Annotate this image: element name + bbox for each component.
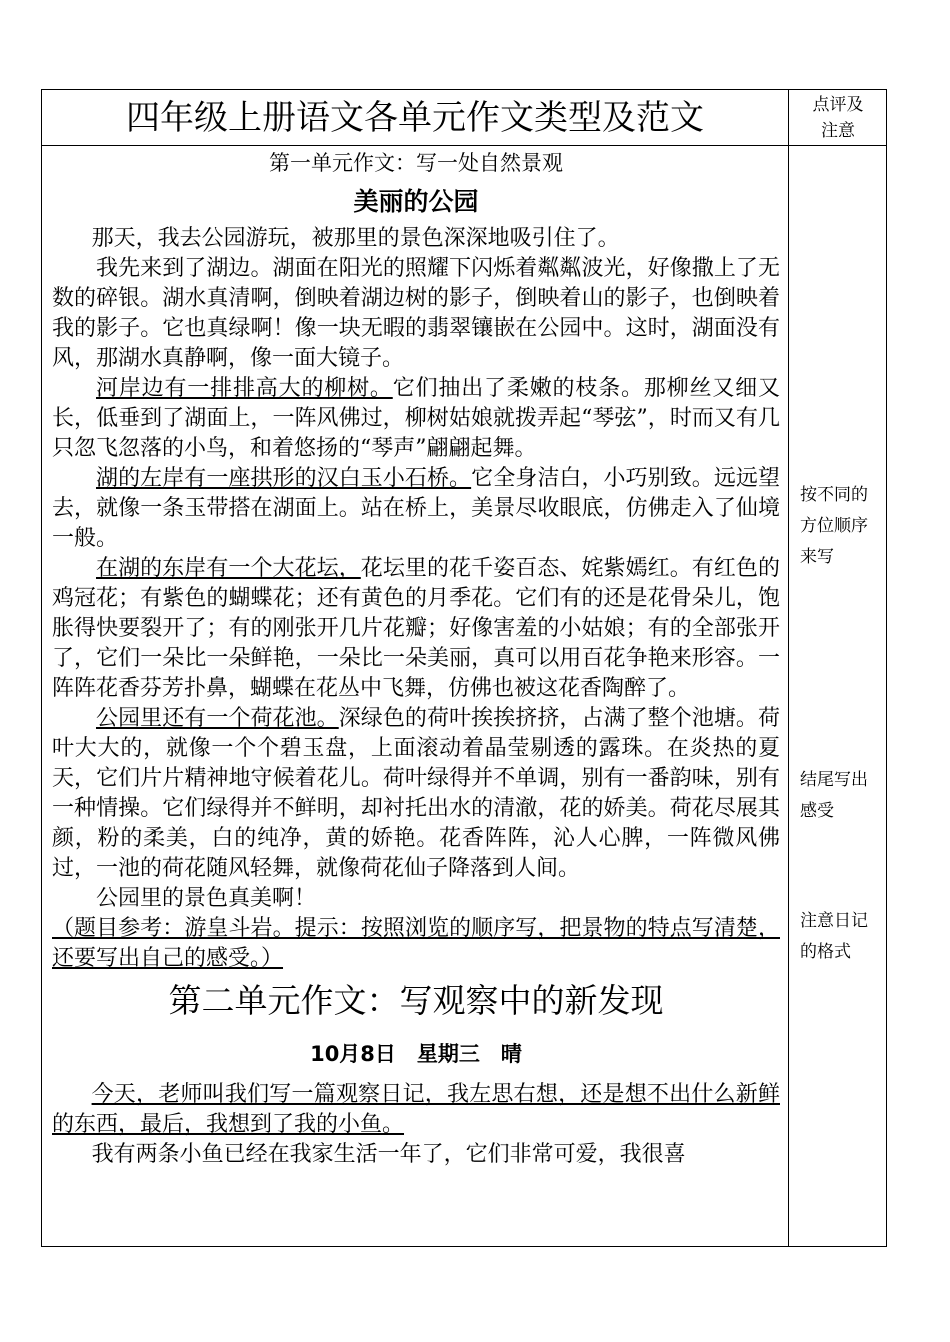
essay1-paragraph-2: 我先来到了湖边。湖面在阳光的照耀下闪烁着粼粼波光，好像撒上了无数的碎银。湖水真清啊，倒映着湖边树的影子，倒映着山的影子，也倒映着我的影子。它也真绿啊！像一块无暇的翡翠镶嵌在公园中。这时，湖面没有风，那湖水真静啊，像一面大镜子。 (52, 256, 780, 371)
topic-sentence: 河岸边有一排排高大的柳树。 (96, 376, 393, 401)
note-diary-format: 注意日记的格式 (800, 911, 868, 962)
essay1-paragraph-6: 公园里还有一个荷花池。深绿色的荷叶挨挨挤挤，占满了整个池塘。荷叶大大的，就像一个个碧玉盘，上面滚动着晶莹剔透的露珠。在炎热的夏天，它们片片精神地守候着花儿。荷叶绿得并不单调，别有一番韵味，别有一种情操。它们绿得并不鲜明，却衬托出水的清澈，花的娇美。荷花尽展其颜，粉的柔美，白的纯净，黄的娇艳。花香阵阵，沁人心脾，一阵微风佛过，一池的荷花随风轻舞，就像荷花仙子降落到人间。 (52, 706, 780, 881)
unit2-heading: 第二单元作文：写观察中的新发现 (168, 981, 664, 1020)
side-header-line2: 注意 (821, 121, 855, 141)
essay1-paragraph-1: 那天，我去公园游玩，被那里的景色深深地吸引住了。 (91, 226, 620, 251)
topic-sentence: 在湖的东岸有一个大花坛， (96, 556, 361, 581)
essay2-paragraph-2: 我有两条小鱼已经在我家生活一年了，它们非常可爱，我很喜 (91, 1142, 686, 1167)
essay1-title: 美丽的公园 (353, 187, 479, 216)
essay1-paragraph-3: 河岸边有一排排高大的柳树。它们抽出了柔嫩的枝条。那柳丝又细又长，低垂到了湖面上，一阵风佛过，柳树姑娘就拨弄起“琴弦”，时而又有几只忽飞忽落的小鸟，和着悠扬的“琴声”翩翩起舞。 (52, 376, 780, 461)
note-ending-feeling: 结尾写出感受 (800, 770, 868, 821)
diary-date: 10月8日 星期三 晴 (310, 1042, 522, 1066)
essay1-hint: （题目参考：游皇斗岩。提示：按照浏览的顺序写，把景物的特点写清楚，还要写出自己的感受。） (52, 916, 780, 971)
essay2-paragraph-1: 今天，老师叫我们写一篇观察日记，我左思右想，还是想不出什么新鲜的东西，最后，我想到了我的小鱼。 (52, 1082, 780, 1137)
unit1-heading: 第一单元作文：写一处自然景观 (269, 151, 563, 175)
side-column-header (789, 92, 887, 144)
essay1-paragraph-5: 在湖的东岸有一个大花坛，花坛里的花千姿百态、姹紫嫣红。有红色的鸡冠花；有紫色的蝴蝶花；还有黄色的月季花。它们有的还是花骨朵儿，饱胀得快要裂开了；有的刚张开几片花瓣；好像害羞的小姑娘；有的全部张开了，它们一朵比一朵鲜艳，一朵比一朵美丽，真可以用百花争艳来形容。一阵阵花香芬芳扑鼻，蝴蝶在花丛中飞舞，仿佛也被这花香陶醉了。 (52, 556, 780, 701)
document-title: 四年级上册语文各单元作文类型及范文 (126, 98, 704, 138)
essay-column (52, 146, 780, 1170)
side-header-line1: 点评及 (812, 95, 864, 115)
note-direction-order: 按不同的方位顺序来写 (800, 485, 868, 567)
essay1-paragraph-7: 公园里的景色真美啊！ (96, 886, 317, 911)
essay1-paragraph-4: 湖的左岸有一座拱形的汉白玉小石桥。它全身洁白，小巧别致。远远望去，就像一条玉带搭在湖面上。站在桥上，美景尽收眼底，仿佛走入了仙境一般。 (52, 466, 780, 551)
topic-sentence: 公园里还有一个荷花池。 (96, 706, 339, 731)
topic-sentence: 湖的左岸有一座拱形的汉白玉小石桥。 (96, 466, 472, 491)
column-divider (788, 89, 789, 1247)
